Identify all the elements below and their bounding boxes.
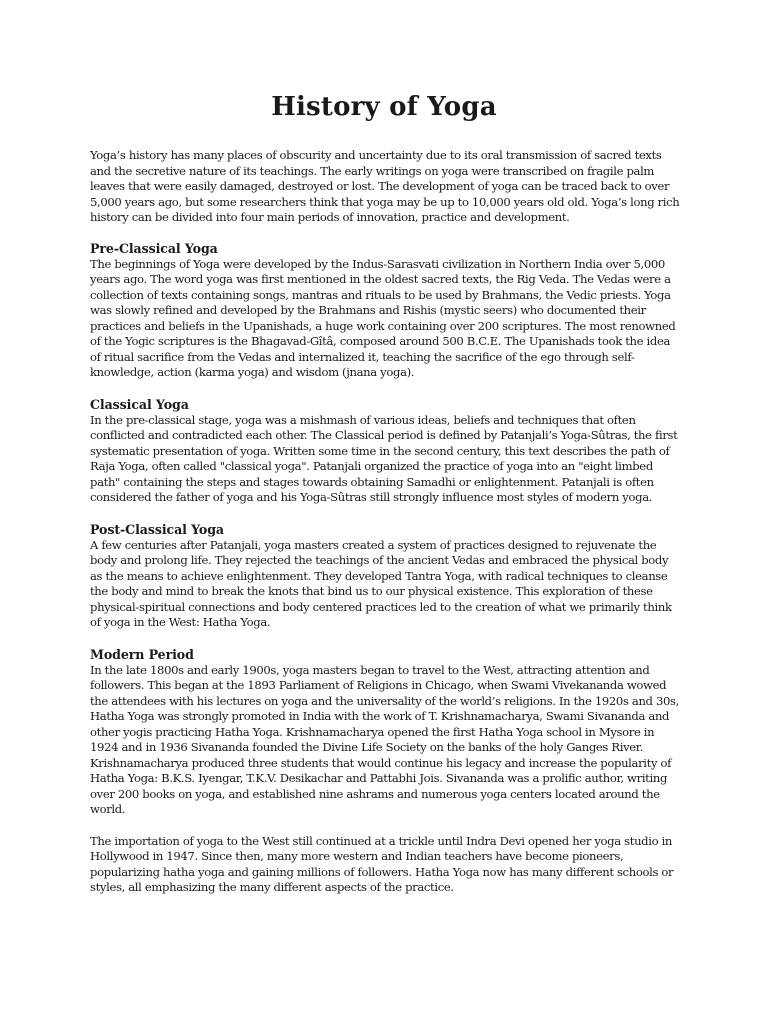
page-title: History of Yoga	[271, 92, 497, 122]
closing-paragraph: The importation of yoga to the West still continued at a trickle until Indra Devi opened her yoga studio in Hollywood in 1947. Since then, many more western and Indian teachers have become pioneers, popularizing hatha yoga and gaining millions of followers. Hatha Yoga now has many different schools or styles, all emphasizing the many different aspects of the practice.	[90, 833, 674, 894]
section-paragraph: The beginnings of Yoga were developed by the Indus-Sarasvati civilization in Northern India over 5,000 years ago. The word yoga was first mentioned in the oldest sacred texts, the Rig Veda. The Vedas were a collection of texts containing songs, mantras and rituals to be used by Brahmans, the Vedic priests. Yoga was slowly refined and developed by the Brahmans and Rishis (mystic seers) who documented their practices and beliefs in the Upanishads, a huge work containing over 200 scriptures. The most renowned of the Yogic scriptures is the Bhagavad-Gîtâ, composed around 500 B.C.E. The Upanishads took the idea of ritual sacrifice from the Vedas and internalized it, teaching the sacrifice of the ego through self-knowledge, action (karma yoga) and wisdom (jnana yoga).	[90, 256, 676, 379]
section-classical	[90, 397, 682, 506]
section-heading: Classical Yoga	[90, 396, 189, 412]
section-post-classical	[90, 522, 682, 631]
document-body	[90, 148, 682, 896]
section-paragraph: In the pre-classical stage, yoga was a mishmash of various ideas, beliefs and techniques that often conflicted and contradicted each other. The Classical period is defined by Patanjali’s Yoga-Sûtras, the first systematic presentation of yoga. Written some time in the second century, this text describes the path of Raja Yoga, often called "classical yoga". Patanjali organized the practice of yoga into an "eight limbed path" containing the steps and stages towards obtaining Samadhi or enlightenment. Patanjali is often considered the father of yoga and his Yoga-Sûtras still strongly influence most styles of modern yoga.	[90, 412, 678, 504]
section-modern-period	[90, 647, 682, 818]
section-heading: Pre-Classical Yoga	[90, 240, 218, 256]
intro-paragraph: Yoga’s history has many places of obscurity and uncertainty due to its oral transmission of sacred texts and the secretive nature of its teachings. The early writings on yoga were transcribed on fragile palm leaves that were easily damaged, destroyed or lost. The development of yoga can be traced back to over 5,000 years ago, but some researchers think that yoga may be up to 10,000 years old old. Yoga’s long rich history can be divided into four main periods of innovation, practice and development.	[90, 148, 680, 224]
section-heading: Modern Period	[90, 646, 194, 662]
section-paragraph: A few centuries after Patanjali, yoga masters created a system of practices designed to rejuvenate the body and prolong life. They rejected the teachings of the ancient Vedas and embraced the physical body as the means to achieve enlightenment. They developed Tantra Yoga, with radical techniques to cleanse the body and mind to break the knots that bind us to our physical existence. This exploration of these physical-spiritual connections and body centered practices led to the creation of what we primarily think of yoga in the West: Hatha Yoga.	[90, 537, 672, 629]
section-heading: Post-Classical Yoga	[90, 521, 224, 537]
section-pre-classical	[90, 241, 682, 381]
section-paragraph: In the late 1800s and early 1900s, yoga masters began to travel to the West, attracting attention and followers. This began at the 1893 Parliament of Religions in Chicago, when Swami Vivekananda wowed the attendees with his lectures on yoga and the universality of the world’s religions. In the 1920s and 30s, Hatha Yoga was strongly promoted in India with the work of T. Krishnamacharya, Swami Sivananda and other yogis practicing Hatha Yoga. Krishnamacharya opened the first Hatha Yoga school in Mysore in 1924 and in 1936 Sivananda founded the Divine Life Society on the banks of the holy Ganges River. Krishnamacharya produced three students that would continue his legacy and increase the popularity of Hatha Yoga: B.K.S. Iyengar, T.K.V. Desikachar and Pattabhi Jois. Sivananda was a prolific author, writing over 200 books on yoga, and established nine ashrams and numerous yoga centers located around the world.	[90, 662, 679, 816]
